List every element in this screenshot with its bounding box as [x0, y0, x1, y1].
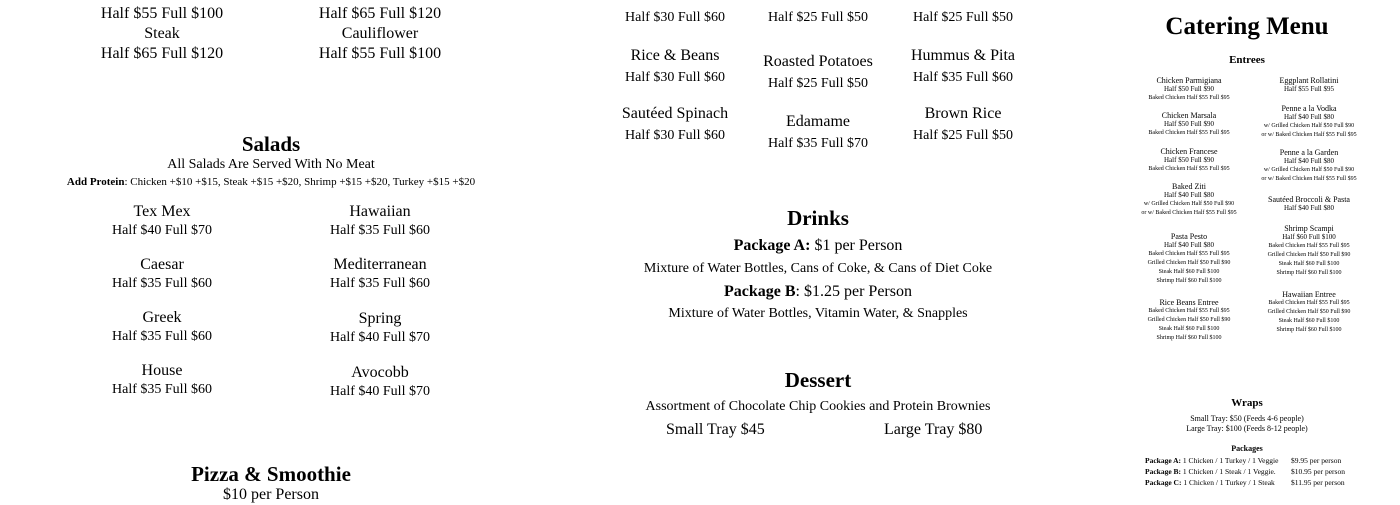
item-name: Sautéed Spinach — [621, 105, 729, 122]
package-desc — [1145, 477, 1285, 488]
salads-subtitle: All Salads Are Served With No Meat — [167, 157, 375, 172]
item-price: Half $35 Full $60 — [112, 276, 212, 291]
entree-line: Steak Half $60 Full $100 — [1278, 261, 1340, 267]
entree-line: w/ Grilled Chicken Half $50 Full $90 — [1263, 167, 1355, 173]
dessert-small-tray: Small Tray $45 — [666, 421, 765, 438]
salad-tex-mex — [92, 202, 232, 240]
wraps-info — [1157, 414, 1337, 434]
salad-caesar — [92, 255, 232, 293]
package-price: $10.95 per person — [1291, 467, 1345, 476]
package-label: Package A: — [1145, 456, 1182, 465]
package-a-label: Package A: — [733, 237, 811, 254]
item-price: Half $30 Full $60 — [625, 70, 725, 85]
catering-entrees-right — [1254, 76, 1364, 335]
item-name: Rice & Beans — [630, 47, 720, 64]
salad-mediterranean — [310, 255, 450, 293]
dessert-title: Dessert — [784, 368, 852, 392]
entree-line: Half $40 Full $80 — [1284, 157, 1334, 165]
salad-hawaiian — [310, 202, 450, 240]
item-name: Avocobb — [351, 364, 409, 381]
entree-block — [1254, 76, 1364, 104]
salad-avocobb — [310, 363, 450, 401]
packages-title: Packages — [1231, 444, 1263, 453]
package-text: 1 Chicken / 1 Turkey / 1 Steak — [1183, 478, 1275, 487]
item-price: Half $25 Full $50 — [913, 128, 1013, 143]
top-mid-item-1 — [310, 4, 450, 24]
entree-line: w/ Grilled Chicken Half $50 Full $90 — [1263, 123, 1355, 129]
pizza-price: $10 per Person — [223, 486, 319, 503]
item-price: Half $40 Full $70 — [330, 330, 430, 345]
item-price: Half $25 Full $50 — [768, 10, 868, 25]
entree-line: Steak Half $60 Full $100 — [1158, 269, 1220, 275]
top-left-item-2 — [92, 24, 232, 64]
entree-name: Hawaiian Entree — [1282, 290, 1336, 299]
entree-name: Penne a la Vodka — [1281, 104, 1337, 113]
catering-entrees-left — [1134, 76, 1244, 343]
item-name: Spring — [358, 310, 402, 327]
entree-line: Half $40 Full $80 — [1164, 241, 1214, 249]
entree-block — [1254, 104, 1364, 148]
package-a-price: $1 per Person — [810, 237, 903, 254]
entree-line: Steak Half $60 Full $100 — [1278, 318, 1340, 324]
wraps-line: Large Tray: $100 (Feeds 8-12 people) — [1186, 424, 1308, 433]
item-name: Brown Rice — [924, 105, 1002, 122]
item-name: Mediterranean — [333, 256, 427, 273]
entree-line: Half $50 Full $90 — [1164, 85, 1214, 93]
side-sauteed-spinach — [595, 104, 755, 145]
item-name: Cauliflower — [341, 25, 419, 42]
entree-line: Grilled Chicken Half $50 Full $90 — [1147, 317, 1231, 323]
salads-protein-line — [40, 175, 502, 189]
salad-greek — [92, 308, 232, 346]
wraps-line: Small Tray: $50 (Feeds 4-6 people) — [1190, 414, 1304, 423]
entree-line: Shrimp Half $60 Full $100 — [1276, 270, 1342, 276]
item-price: Half $65 Full $120 — [318, 5, 442, 22]
package-row — [1145, 455, 1360, 466]
top-mid-item-2 — [310, 24, 450, 64]
item-price: Half $30 Full $60 — [625, 10, 725, 25]
entree-name: Eggplant Rollatini — [1279, 76, 1339, 85]
entree-line: Baked Chicken Half $55 Full $95 — [1148, 95, 1230, 101]
protein-label: Add Protein — [66, 176, 125, 188]
dessert-desc: Assortment of Chocolate Chip Cookies and Protein Brownies — [645, 399, 991, 414]
entree-line: Baked Chicken Half $55 Full $95 — [1148, 166, 1230, 172]
entree-name: Penne a la Garden — [1279, 148, 1339, 157]
entree-block — [1254, 148, 1364, 195]
wraps-title: Wraps — [1231, 397, 1263, 409]
entree-line: Half $60 Full $100 — [1282, 233, 1336, 241]
entree-block — [1254, 224, 1364, 290]
item-price: Half $40 Full $70 — [330, 384, 430, 399]
drinks-package-b — [668, 282, 968, 302]
salad-house — [92, 361, 232, 399]
item-price: Half $35 Full $60 — [112, 329, 212, 344]
entree-line: Half $50 Full $90 — [1164, 120, 1214, 128]
catering-title: Catering Menu — [1165, 13, 1329, 40]
item-name: House — [141, 362, 183, 379]
package-desc — [1145, 455, 1285, 466]
entree-line: Grilled Chicken Half $50 Full $90 — [1147, 260, 1231, 266]
item-price: Half $25 Full $50 — [913, 10, 1013, 25]
entree-block — [1254, 195, 1364, 224]
item-price: Half $35 Full $60 — [330, 223, 430, 238]
entree-name: Shrimp Scampi — [1284, 224, 1334, 233]
item-price: Half $65 Full $120 — [100, 45, 224, 62]
item-name: Tex Mex — [133, 203, 191, 220]
package-b-price: : $1.25 per Person — [795, 283, 912, 300]
item-name: Hummus & Pita — [910, 47, 1015, 64]
item-price: Half $35 Full $60 — [913, 70, 1013, 85]
side-roasted-potatoes — [740, 52, 896, 93]
package-price: $11.95 per person — [1291, 478, 1345, 487]
item-price: Half $55 Full $100 — [318, 45, 442, 62]
entree-line: Baked Chicken Half $55 Full $95 — [1148, 251, 1230, 257]
package-b-label: Package B — [724, 283, 796, 300]
item-name: Roasted Potatoes — [763, 53, 873, 70]
side-edamame — [748, 112, 888, 153]
item-name: Steak — [144, 25, 180, 42]
item-price: Half $30 Full $60 — [625, 128, 725, 143]
drinks-package-a-desc: Mixture of Water Bottles, Cans of Coke, & Cans of Diet Coke — [643, 261, 993, 276]
item-price: Half $40 Full $70 — [112, 223, 212, 238]
entree-line: Baked Chicken Half $55 Full $95 — [1268, 243, 1350, 249]
salad-spring — [310, 309, 450, 347]
entree-block — [1134, 147, 1244, 182]
entree-line: w/ Grilled Chicken Half $50 Full $90 — [1143, 201, 1235, 207]
item-price: Half $35 Full $70 — [768, 136, 868, 151]
side-rice-beans — [605, 46, 745, 87]
package-price: $9.95 per person — [1291, 456, 1342, 465]
entrees-title: Entrees — [1229, 54, 1265, 66]
entree-name: Chicken Marsala — [1161, 111, 1217, 120]
side-col3-item-0 — [893, 9, 1033, 27]
packages-list — [1145, 455, 1360, 488]
drinks-package-b-desc: Mixture of Water Bottles, Vitamin Water, & Snapples — [668, 306, 968, 321]
side-col2-item-0 — [748, 9, 888, 27]
entree-block — [1134, 76, 1244, 111]
entree-line: or w/ Baked Chicken Half $55 Full $95 — [1261, 176, 1357, 182]
package-desc — [1145, 466, 1285, 477]
item-name: Hawaiian — [349, 203, 411, 220]
side-brown-rice — [893, 104, 1033, 145]
package-label: Package C: — [1145, 478, 1182, 487]
entree-block — [1134, 111, 1244, 147]
package-label: Package B: — [1145, 467, 1182, 476]
package-text: 1 Chicken / 1 Steak / 1 Veggie. — [1182, 467, 1276, 476]
entree-line: Baked Chicken Half $55 Full $95 — [1268, 300, 1350, 306]
entree-name: Chicken Francese — [1160, 147, 1218, 156]
package-row — [1145, 477, 1360, 488]
drinks-package-a — [668, 236, 968, 256]
entree-line: Half $50 Full $90 — [1164, 156, 1214, 164]
entree-name: Baked Ziti — [1172, 182, 1206, 191]
protein-text: : Chicken +$10 +$15, Steak +$15 +$20, Shrimp +$15 +$20, Turkey +$15 +$20 — [124, 176, 476, 188]
entree-block — [1254, 290, 1364, 335]
side-col1-item-0 — [605, 9, 745, 27]
entree-line: Steak Half $60 Full $100 — [1158, 326, 1220, 332]
entree-line: Half $55 Full $95 — [1284, 85, 1334, 93]
entree-name: Pasta Pesto — [1170, 232, 1208, 241]
entree-name: Chicken Parmigiana — [1156, 76, 1222, 85]
entree-block — [1134, 182, 1244, 232]
entree-line: Baked Chicken Half $55 Full $95 — [1148, 130, 1230, 136]
entree-line: Half $40 Full $80 — [1164, 191, 1214, 199]
item-price: Half $35 Full $60 — [330, 276, 430, 291]
item-price: Half $25 Full $50 — [768, 76, 868, 91]
side-hummus-pita — [893, 46, 1033, 87]
entree-line: Grilled Chicken Half $50 Full $90 — [1267, 309, 1351, 315]
package-row — [1145, 466, 1360, 477]
item-price: Half $55 Full $100 — [100, 5, 224, 22]
item-name: Greek — [142, 309, 182, 326]
entree-line: Grilled Chicken Half $50 Full $90 — [1267, 252, 1351, 258]
entree-line: or w/ Baked Chicken Half $55 Full $95 — [1141, 210, 1237, 216]
item-price: Half $35 Full $60 — [112, 382, 212, 397]
entree-line: Baked Chicken Half $55 Full $95 — [1148, 308, 1230, 314]
entree-line: Shrimp Half $60 Full $100 — [1156, 335, 1222, 341]
entree-line: Half $40 Full $80 — [1284, 113, 1334, 121]
package-text: 1 Chicken / 1 Turkey / 1 Veggie — [1182, 456, 1279, 465]
entree-line: Shrimp Half $60 Full $100 — [1276, 327, 1342, 333]
entree-name: Rice Beans Entree — [1159, 298, 1219, 307]
item-name: Caesar — [140, 256, 184, 273]
top-left-item-1 — [92, 4, 232, 24]
entree-block — [1134, 232, 1244, 298]
entree-name: Sautéed Broccoli & Pasta — [1268, 195, 1350, 204]
entree-block — [1134, 298, 1244, 343]
entree-line: Shrimp Half $60 Full $100 — [1156, 278, 1222, 284]
salads-title: Salads — [241, 132, 301, 156]
entree-line: or w/ Baked Chicken Half $55 Full $95 — [1261, 132, 1357, 138]
drinks-title: Drinks — [787, 206, 849, 230]
dessert-large-tray: Large Tray $80 — [884, 421, 983, 438]
item-name: Edamame — [786, 113, 850, 130]
entree-line: Half $40 Full $80 — [1284, 204, 1334, 212]
pizza-title: Pizza & Smoothie — [191, 462, 351, 486]
